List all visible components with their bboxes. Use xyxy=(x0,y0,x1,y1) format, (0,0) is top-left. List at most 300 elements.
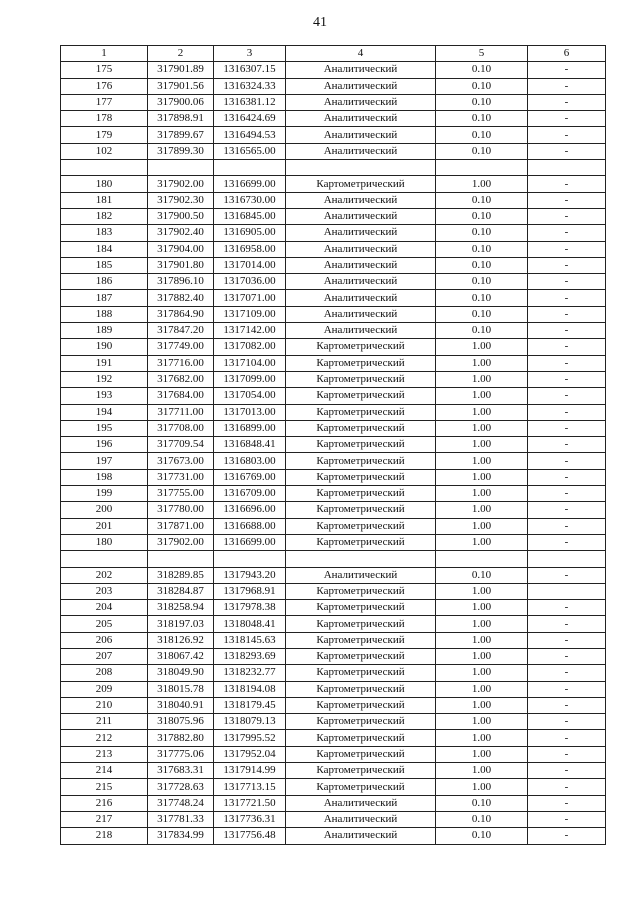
table-cell: 190 xyxy=(61,339,148,355)
table-cell: 0.10 xyxy=(436,323,528,339)
table-cell: 317901.89 xyxy=(148,62,214,78)
table-row xyxy=(61,420,606,436)
table-row xyxy=(61,388,606,404)
table-cell: 317904.00 xyxy=(148,241,214,257)
table-cell: 318049.90 xyxy=(148,665,214,681)
table-cell xyxy=(286,551,436,567)
table-cell: Картометрический xyxy=(286,730,436,746)
table-cell: 210 xyxy=(61,697,148,713)
table-cell: 0.10 xyxy=(436,306,528,322)
column-header: 2 xyxy=(148,46,214,62)
table-cell: 0.10 xyxy=(436,257,528,273)
table-cell: 1317071.00 xyxy=(214,290,286,306)
table-cell: 216 xyxy=(61,795,148,811)
table-cell: 317900.50 xyxy=(148,208,214,224)
table-cell xyxy=(148,551,214,567)
table-cell: 176 xyxy=(61,78,148,94)
table-cell: 0.10 xyxy=(436,225,528,241)
table-cell: 0.10 xyxy=(436,241,528,257)
table-cell: 317731.00 xyxy=(148,469,214,485)
table-cell: Аналитический xyxy=(286,225,436,241)
table-cell xyxy=(528,160,606,176)
table-cell: 1.00 xyxy=(436,534,528,550)
table-cell: 196 xyxy=(61,437,148,453)
table-row xyxy=(61,355,606,371)
table-cell: - xyxy=(528,111,606,127)
table-row xyxy=(61,371,606,387)
coordinates-table xyxy=(60,45,606,845)
table-cell: 0.10 xyxy=(436,290,528,306)
table-cell: 1.00 xyxy=(436,600,528,616)
table-cell: - xyxy=(528,241,606,257)
table-cell: 0.10 xyxy=(436,94,528,110)
table-row xyxy=(61,323,606,339)
table-cell: 0.10 xyxy=(436,143,528,159)
table-cell: - xyxy=(528,94,606,110)
table-cell: 204 xyxy=(61,600,148,616)
table-cell: - xyxy=(528,274,606,290)
table-cell: 211 xyxy=(61,714,148,730)
table-cell: 1316730.00 xyxy=(214,192,286,208)
table-cell: 183 xyxy=(61,225,148,241)
table-cell: 1317014.00 xyxy=(214,257,286,273)
table-cell: 184 xyxy=(61,241,148,257)
table-cell: 203 xyxy=(61,583,148,599)
table-cell: 0.10 xyxy=(436,828,528,844)
table-cell: 1317099.00 xyxy=(214,371,286,387)
table-cell: 317847.20 xyxy=(148,323,214,339)
table-cell: 317864.90 xyxy=(148,306,214,322)
table-cell: - xyxy=(528,714,606,730)
table-cell: 0.10 xyxy=(436,192,528,208)
table-row xyxy=(61,257,606,273)
table-cell: 181 xyxy=(61,192,148,208)
table-cell: 1317104.00 xyxy=(214,355,286,371)
table-cell: 1318048.41 xyxy=(214,616,286,632)
table-cell: Аналитический xyxy=(286,78,436,94)
table-cell: 1.00 xyxy=(436,714,528,730)
table-cell: 1.00 xyxy=(436,371,528,387)
table-cell: 195 xyxy=(61,420,148,436)
table-row xyxy=(61,681,606,697)
table-cell: - xyxy=(528,730,606,746)
table-cell xyxy=(214,551,286,567)
table-cell: 0.10 xyxy=(436,811,528,827)
table-cell: 1316699.00 xyxy=(214,176,286,192)
table-cell: 317748.24 xyxy=(148,795,214,811)
table-cell: Аналитический xyxy=(286,192,436,208)
table-cell: 1316324.33 xyxy=(214,78,286,94)
table-cell: 317673.00 xyxy=(148,453,214,469)
table-cell: 1.00 xyxy=(436,616,528,632)
table-cell: 208 xyxy=(61,665,148,681)
table-cell: Картометрический xyxy=(286,616,436,632)
table-cell: 0.10 xyxy=(436,127,528,143)
table-cell: - xyxy=(528,339,606,355)
table-cell: 1.00 xyxy=(436,518,528,534)
table-cell: 0.10 xyxy=(436,795,528,811)
table-cell: Картометрический xyxy=(286,355,436,371)
table-cell: Картометрический xyxy=(286,420,436,436)
table-cell: - xyxy=(528,420,606,436)
table-cell: 1317082.00 xyxy=(214,339,286,355)
table-cell: 0.10 xyxy=(436,274,528,290)
table-cell: Картометрический xyxy=(286,486,436,502)
table-cell: 1318293.69 xyxy=(214,648,286,664)
table-cell: 1317142.00 xyxy=(214,323,286,339)
table-cell: Аналитический xyxy=(286,208,436,224)
table-cell: 1.00 xyxy=(436,502,528,518)
table-cell: 317834.99 xyxy=(148,828,214,844)
table-cell: 1317756.48 xyxy=(214,828,286,844)
table-cell: 1317054.00 xyxy=(214,388,286,404)
table-cell: - xyxy=(528,78,606,94)
table-cell: Картометрический xyxy=(286,176,436,192)
table-cell: 1316565.00 xyxy=(214,143,286,159)
table-cell: 317716.00 xyxy=(148,355,214,371)
table-cell: - xyxy=(528,62,606,78)
table-cell: 1317995.52 xyxy=(214,730,286,746)
table-row xyxy=(61,697,606,713)
table-cell: Аналитический xyxy=(286,62,436,78)
table-cell: 1316424.69 xyxy=(214,111,286,127)
table-cell: Картометрический xyxy=(286,453,436,469)
table-cell: - xyxy=(528,746,606,762)
table-cell: 0.10 xyxy=(436,78,528,94)
table-cell: 317683.31 xyxy=(148,763,214,779)
table-cell: - xyxy=(528,371,606,387)
table-cell: 1316958.00 xyxy=(214,241,286,257)
table-cell xyxy=(528,551,606,567)
table-cell: 1317036.00 xyxy=(214,274,286,290)
table-cell: 178 xyxy=(61,111,148,127)
table-row xyxy=(61,78,606,94)
table-row xyxy=(61,127,606,143)
table-cell: - xyxy=(528,306,606,322)
table-cell: 318289.85 xyxy=(148,567,214,583)
table-row xyxy=(61,94,606,110)
table-cell: Картометрический xyxy=(286,534,436,550)
table-row xyxy=(61,453,606,469)
table-cell: 1.00 xyxy=(436,437,528,453)
table-cell: 317882.80 xyxy=(148,730,214,746)
table-cell: Картометрический xyxy=(286,339,436,355)
table-cell: 1316381.12 xyxy=(214,94,286,110)
table-cell: 1.00 xyxy=(436,176,528,192)
table-cell: 193 xyxy=(61,388,148,404)
table-row xyxy=(61,763,606,779)
table-cell: - xyxy=(528,779,606,795)
table-row xyxy=(61,779,606,795)
table-cell: Аналитический xyxy=(286,127,436,143)
table-cell: 318075.96 xyxy=(148,714,214,730)
table-row xyxy=(61,534,606,550)
table-cell: 1.00 xyxy=(436,779,528,795)
table-cell: 1.00 xyxy=(436,420,528,436)
table-cell: 207 xyxy=(61,648,148,664)
table-cell xyxy=(436,160,528,176)
table-cell: 102 xyxy=(61,143,148,159)
table-row xyxy=(61,730,606,746)
table-cell: - xyxy=(528,567,606,583)
table-body xyxy=(61,62,606,844)
table-cell: 1.00 xyxy=(436,486,528,502)
table-cell: Картометрический xyxy=(286,714,436,730)
table-cell: 201 xyxy=(61,518,148,534)
table-cell: Аналитический xyxy=(286,274,436,290)
table-cell: - xyxy=(528,697,606,713)
table-cell: 317781.33 xyxy=(148,811,214,827)
table-cell: - xyxy=(528,502,606,518)
column-header: 1 xyxy=(61,46,148,62)
table-cell: 192 xyxy=(61,371,148,387)
table-cell: 317755.00 xyxy=(148,486,214,502)
table-cell: 1.00 xyxy=(436,453,528,469)
table-cell: 188 xyxy=(61,306,148,322)
table-row xyxy=(61,437,606,453)
table-cell: 1.00 xyxy=(436,665,528,681)
table-cell: - xyxy=(528,632,606,648)
table-cell: 317902.40 xyxy=(148,225,214,241)
table-cell: - xyxy=(528,763,606,779)
table-cell xyxy=(286,160,436,176)
table-row xyxy=(61,176,606,192)
table-cell: 191 xyxy=(61,355,148,371)
table-row xyxy=(61,502,606,518)
table-cell: Картометрический xyxy=(286,469,436,485)
table-cell: - xyxy=(528,176,606,192)
table-cell: 317749.00 xyxy=(148,339,214,355)
table-cell: Аналитический xyxy=(286,111,436,127)
table-cell: 318258.94 xyxy=(148,600,214,616)
table-row xyxy=(61,600,606,616)
table-cell: 0.10 xyxy=(436,208,528,224)
table-row xyxy=(61,714,606,730)
table-cell: 1316494.53 xyxy=(214,127,286,143)
table-cell: 1.00 xyxy=(436,355,528,371)
table-cell: 318126.92 xyxy=(148,632,214,648)
table-cell: 1.00 xyxy=(436,388,528,404)
table-cell: 317898.91 xyxy=(148,111,214,127)
table-cell: 1.00 xyxy=(436,583,528,599)
table-cell: 177 xyxy=(61,94,148,110)
table-row xyxy=(61,306,606,322)
table-cell: 214 xyxy=(61,763,148,779)
table-cell: Картометрический xyxy=(286,600,436,616)
table-cell: 1316769.00 xyxy=(214,469,286,485)
table-cell: Картометрический xyxy=(286,437,436,453)
table-cell: 1.00 xyxy=(436,648,528,664)
column-header: 4 xyxy=(286,46,436,62)
table-cell: 1317978.38 xyxy=(214,600,286,616)
table-cell: 317682.00 xyxy=(148,371,214,387)
column-header: 3 xyxy=(214,46,286,62)
table-row xyxy=(61,404,606,420)
table-cell: 1318179.45 xyxy=(214,697,286,713)
table-cell: 1317968.91 xyxy=(214,583,286,599)
table-cell: 197 xyxy=(61,453,148,469)
table-cell: Аналитический xyxy=(286,811,436,827)
table-cell: 1317952.04 xyxy=(214,746,286,762)
column-header: 5 xyxy=(436,46,528,62)
table-cell: 215 xyxy=(61,779,148,795)
table-cell: 1318194.08 xyxy=(214,681,286,697)
table-cell: 317728.63 xyxy=(148,779,214,795)
table-cell: Картометрический xyxy=(286,763,436,779)
table-cell: 317899.30 xyxy=(148,143,214,159)
table-cell: 1.00 xyxy=(436,763,528,779)
table-cell: 317902.30 xyxy=(148,192,214,208)
table-cell: 317684.00 xyxy=(148,388,214,404)
page-number: 41 xyxy=(313,15,327,30)
table-cell xyxy=(61,160,148,176)
table-row xyxy=(61,518,606,534)
table-cell: 1316845.00 xyxy=(214,208,286,224)
column-header: 6 xyxy=(528,46,606,62)
table-cell: 317882.40 xyxy=(148,290,214,306)
table-cell: 317896.10 xyxy=(148,274,214,290)
table-cell: - xyxy=(528,648,606,664)
table-cell: 1.00 xyxy=(436,697,528,713)
table-cell: - xyxy=(528,225,606,241)
table-cell: 202 xyxy=(61,567,148,583)
table-cell: Картометрический xyxy=(286,371,436,387)
table-row xyxy=(61,811,606,827)
table-cell: 317871.00 xyxy=(148,518,214,534)
table-cell: - xyxy=(528,665,606,681)
table-cell: 1.00 xyxy=(436,339,528,355)
table-cell: - xyxy=(528,681,606,697)
table-cell: 318067.42 xyxy=(148,648,214,664)
table-cell: 180 xyxy=(61,534,148,550)
table-cell: - xyxy=(528,404,606,420)
table-cell: 218 xyxy=(61,828,148,844)
table-cell: - xyxy=(528,208,606,224)
table-cell: 1316307.15 xyxy=(214,62,286,78)
table-cell xyxy=(436,551,528,567)
table-cell: - xyxy=(528,437,606,453)
table-cell: Картометрический xyxy=(286,681,436,697)
table-cell: Аналитический xyxy=(286,567,436,583)
table-cell: 187 xyxy=(61,290,148,306)
table-cell: - xyxy=(528,257,606,273)
table-cell: 1.00 xyxy=(436,681,528,697)
table-cell: 0.10 xyxy=(436,62,528,78)
table-cell: 318040.91 xyxy=(148,697,214,713)
table-cell: 1316688.00 xyxy=(214,518,286,534)
table-cell: - xyxy=(528,453,606,469)
table-cell: 175 xyxy=(61,62,148,78)
table-cell: 1317943.20 xyxy=(214,567,286,583)
table-cell: - xyxy=(528,192,606,208)
table-cell: Аналитический xyxy=(286,94,436,110)
table-row xyxy=(61,648,606,664)
table-cell: 0.10 xyxy=(436,111,528,127)
table-cell: 185 xyxy=(61,257,148,273)
table-cell: 317901.80 xyxy=(148,257,214,273)
table-cell: 1316709.00 xyxy=(214,486,286,502)
table-cell: - xyxy=(528,143,606,159)
table-row xyxy=(61,192,606,208)
table-cell: 212 xyxy=(61,730,148,746)
table-cell: - xyxy=(528,486,606,502)
table-cell: Аналитический xyxy=(286,143,436,159)
table-row xyxy=(61,274,606,290)
table-row xyxy=(61,583,606,599)
table-row xyxy=(61,486,606,502)
table-cell xyxy=(528,583,606,599)
table-cell: Картометрический xyxy=(286,518,436,534)
table-cell: Картометрический xyxy=(286,779,436,795)
table-cell: 317901.56 xyxy=(148,78,214,94)
table-row xyxy=(61,567,606,583)
table-row xyxy=(61,143,606,159)
table-cell: 1316803.00 xyxy=(214,453,286,469)
table-cell: 180 xyxy=(61,176,148,192)
table-cell: 1318079.13 xyxy=(214,714,286,730)
table-cell: Картометрический xyxy=(286,404,436,420)
table-cell: 1316899.00 xyxy=(214,420,286,436)
table-cell: 217 xyxy=(61,811,148,827)
table-cell: Картометрический xyxy=(286,665,436,681)
table-cell: 182 xyxy=(61,208,148,224)
table-cell: Картометрический xyxy=(286,388,436,404)
table-cell: Аналитический xyxy=(286,306,436,322)
table-cell: - xyxy=(528,811,606,827)
table-cell: 1.00 xyxy=(436,404,528,420)
table-cell: Аналитический xyxy=(286,828,436,844)
table-cell: 317902.00 xyxy=(148,534,214,550)
table-cell: 318015.78 xyxy=(148,681,214,697)
table-cell: 1316699.00 xyxy=(214,534,286,550)
table-cell: 317708.00 xyxy=(148,420,214,436)
table-row xyxy=(61,208,606,224)
table-cell: - xyxy=(528,355,606,371)
table-cell: 1316848.41 xyxy=(214,437,286,453)
table-cell: - xyxy=(528,469,606,485)
table-cell: 205 xyxy=(61,616,148,632)
table-cell: Картометрический xyxy=(286,502,436,518)
table-cell: 1317713.15 xyxy=(214,779,286,795)
table-cell: 206 xyxy=(61,632,148,648)
table-cell: 179 xyxy=(61,127,148,143)
table-row xyxy=(61,469,606,485)
table-cell xyxy=(148,160,214,176)
table-cell: - xyxy=(528,127,606,143)
table-cell xyxy=(214,160,286,176)
table-header-row xyxy=(61,46,606,62)
table-row xyxy=(61,551,606,567)
table-row xyxy=(61,616,606,632)
table-cell: 1317914.99 xyxy=(214,763,286,779)
table-cell: Аналитический xyxy=(286,257,436,273)
table-cell: 194 xyxy=(61,404,148,420)
table-cell: - xyxy=(528,290,606,306)
table-row xyxy=(61,225,606,241)
table-cell: Картометрический xyxy=(286,697,436,713)
table-cell: Аналитический xyxy=(286,323,436,339)
table-row xyxy=(61,828,606,844)
table-row xyxy=(61,290,606,306)
table-cell: Аналитический xyxy=(286,795,436,811)
table-cell: - xyxy=(528,388,606,404)
table-cell: 318284.87 xyxy=(148,583,214,599)
table-cell: 1318232.77 xyxy=(214,665,286,681)
table-cell: Картометрический xyxy=(286,632,436,648)
table-cell: Картометрический xyxy=(286,746,436,762)
table-cell xyxy=(61,551,148,567)
table-cell: 186 xyxy=(61,274,148,290)
